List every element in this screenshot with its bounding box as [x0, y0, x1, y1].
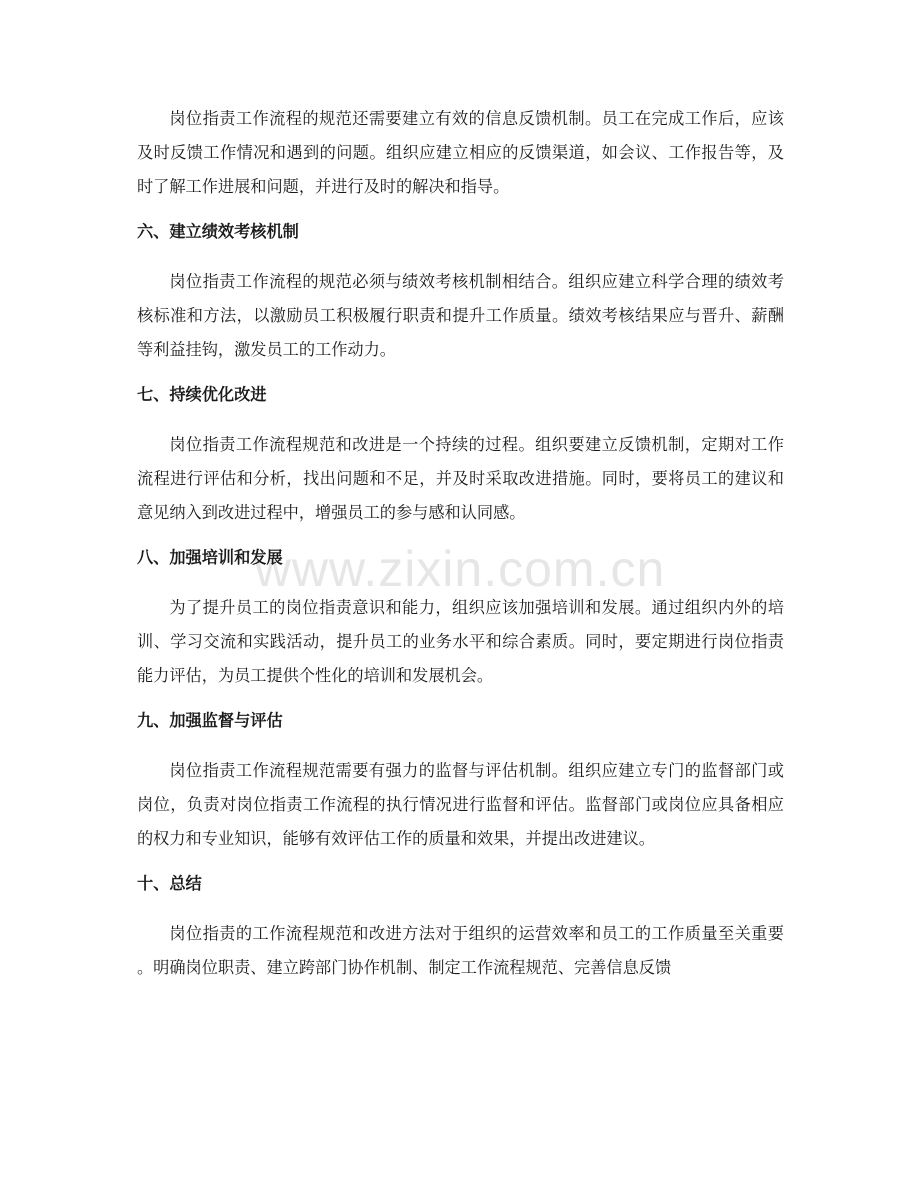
heading-continuous-improvement: 七、持续优化改进	[137, 385, 267, 404]
heading-supervision-evaluation: 九、加强监督与评估	[137, 711, 283, 730]
paragraph-performance-review: 岗位指责工作流程的规范必须与绩效考核机制相结合。组织应建立科学合理的绩效考核标准和方法，以激励员工积极履行职责和提升工作质量。绩效考核结果应与晋升、薪酬等利益挂钩，激发员工的工作动力。	[137, 272, 784, 359]
paragraph-continuous-improvement: 岗位指责工作流程规范和改进是一个持续的过程。组织要建立反馈机制，定期对工作流程进行评估和分析，找出问题和不足，并及时采取改进措施。同时，要将员工的建议和意见纳入到改进过程中，增强员工的参与感和认同感。	[137, 435, 784, 522]
paragraph-training-development: 为了提升员工的岗位指责意识和能力，组织应该加强培训和发展。通过组织内外的培训、学习交流和实践活动，提升员工的业务水平和综合素质。同时，要定期进行岗位指责能力评估，为员工提供个性化的培训和发展机会。	[137, 598, 784, 685]
document-body	[137, 102, 784, 985]
watermark: www.zixin.com.cn	[254, 541, 666, 597]
paragraph-summary: 岗位指责的工作流程规范和改进方法对于组织的运营效率和员工的工作质量至关重要。明确岗位职责、建立跨部门协作机制、制定工作流程规范、完善信息反馈	[137, 924, 784, 977]
paragraph-feedback: 岗位指责工作流程的规范还需要建立有效的信息反馈机制。员工在完成工作后，应该及时反馈工作情况和遇到的问题。组织应建立相应的反馈渠道，如会议、工作报告等，及时了解工作进展和问题，并进行及时的解决和指导。	[137, 109, 784, 196]
heading-training-development: 八、加强培训和发展	[137, 548, 283, 567]
paragraph-supervision-evaluation: 岗位指责工作流程规范需要有强力的监督与评估机制。组织应建立专门的监督部门或岗位，负责对岗位指责工作流程的执行情况进行监督和评估。监督部门或岗位应具备相应的权力和专业知识，能够有效评估工作的质量和效果，并提出改进建议。	[137, 761, 784, 848]
heading-summary: 十、总结	[137, 874, 202, 893]
heading-performance-review: 六、建立绩效考核机制	[137, 222, 299, 241]
